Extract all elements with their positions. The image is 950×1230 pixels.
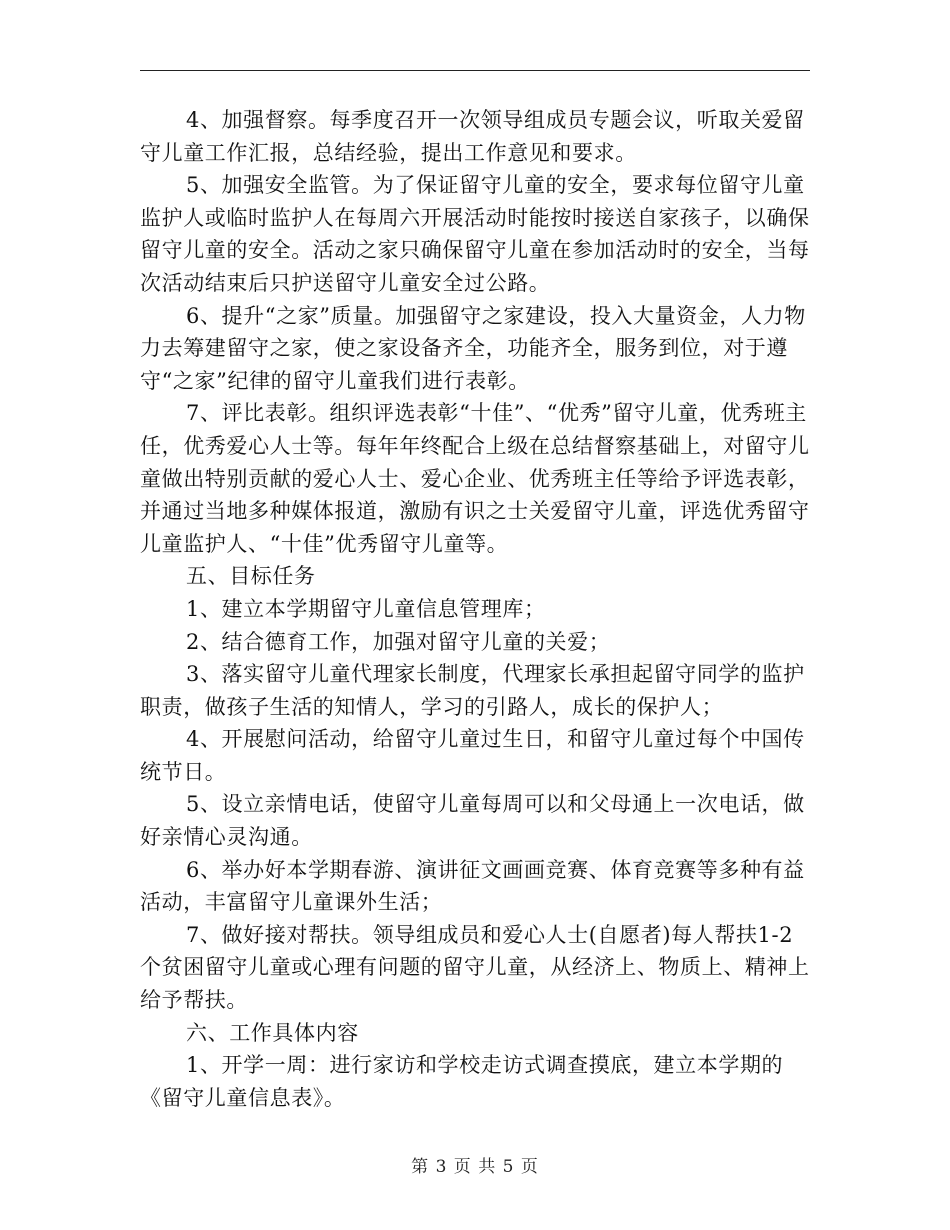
paragraph: 1、建立本学期留守儿童信息管理库； [186, 596, 546, 621]
header-divider [140, 70, 810, 71]
paragraph: 4、开展慰问活动，给留守儿童过生日，和留守儿童过每个中国传统节日。 [140, 727, 805, 784]
page-number: 第 3 页 共 5 页 [411, 1157, 539, 1177]
paragraph: 2、结合德育工作，加强对留守儿童的关爱； [186, 629, 611, 654]
paragraph: 6、举办好本学期春游、演讲征文画画竞赛、体育竞赛等多种有益活动，丰富留守儿童课外生活； [140, 857, 805, 915]
paragraph: 6、提升“之家”质量。加强留守之家建设，投入大量资金，人力物力去筹建留守之家，使之家设备齐全，功能齐全，服务到位，对于遵守“之家”纪律的留守儿童我们进行表彰。 [140, 303, 806, 393]
paragraph: 5、加强安全监管。为了保证留守儿童的安全，要求每位留守儿童监护人或临时监护人在每周六开展活动时能按时接送自家孩子，以确保留守儿童的安全。活动之家只确保留守儿童在参加活动时的安全，当每次活动结束后只护送留守儿童安全过公路。 [140, 173, 810, 295]
paragraph: 1、开学一周：进行家访和学校走访式调查摸底，建立本学期的《留守儿童信息表》。 [140, 1053, 784, 1110]
section-heading: 六、工作具体内容 [186, 1020, 359, 1045]
paragraph: 7、评比表彰。组织评选表彰“十佳”、“优秀”留守儿童，优秀班主任，优秀爱心人士等。每年年终配合上级在总结督察基础上，对留守儿童做出特别贡献的爱心人士、爱心企业、优秀班主任等给予评选表彰，并通过当地多种媒体报道，激励有识之士关爱留守儿童，评选优秀留守儿童监护人、“十佳”优秀留守儿童等。 [140, 401, 810, 556]
paragraph: 4、加强督察。每季度召开一次领导组成员专题会议，听取关爱留守儿童工作汇报，总结经验，提出工作意见和要求。 [140, 108, 805, 165]
document-body [140, 104, 812, 1114]
paragraph: 3、落实留守儿童代理家长制度，代理家长承担起留守同学的监护职责，做孩子生活的知情人，学习的引路人，成长的保护人； [140, 662, 805, 719]
section-heading: 五、目标任务 [186, 564, 316, 589]
paragraph: 7、做好接对帮扶。领导组成员和爱心人士(自愿者)每人帮扶1-2个贫困留守儿童或心理有问题的留守儿童，从经济上、物质上、精神上给予帮扶。 [140, 922, 810, 1013]
paragraph: 5、设立亲情电话，使留守儿童每周可以和父母通上一次电话，做好亲情心灵沟通。 [140, 792, 805, 850]
